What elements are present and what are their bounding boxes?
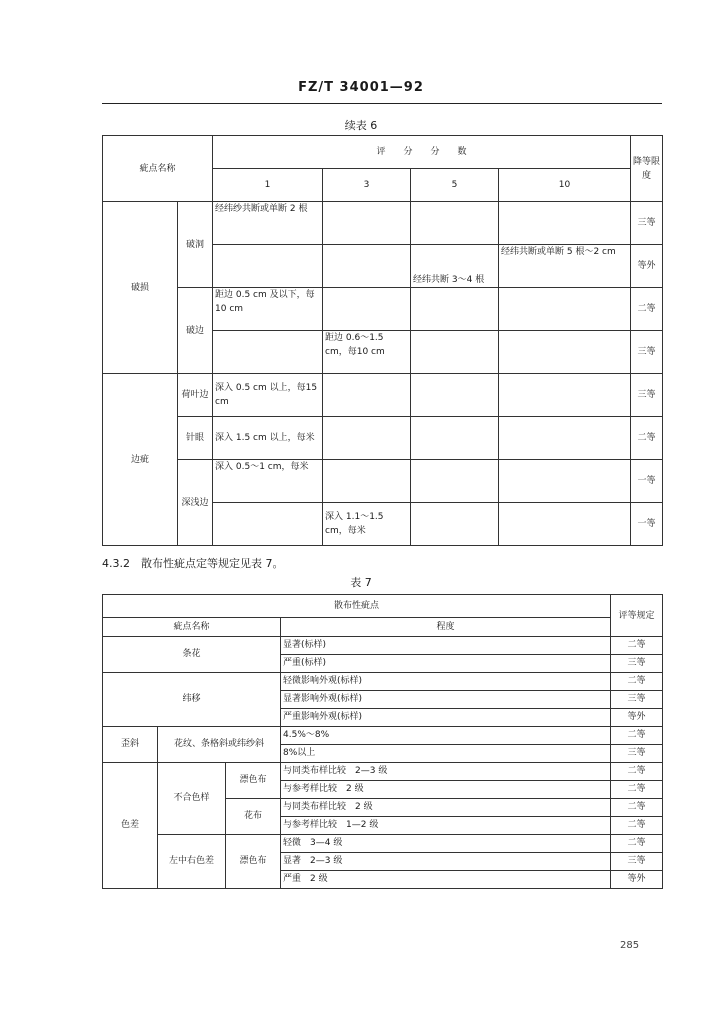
print-r1-grade: 二等 (611, 799, 663, 817)
skew-r1-grade: 二等 (611, 727, 663, 745)
deep-r2-limit: 一等 (631, 503, 663, 546)
table6-caption: 续表 6 (344, 119, 378, 132)
weft-r3-grade: 等外 (611, 709, 663, 727)
row-weft: 纬移 (103, 673, 281, 727)
weft-r3: 严重影响外观(标样) (281, 709, 611, 727)
header-scatter: 散布性疵点 (103, 595, 611, 618)
edge-r1-c1: 距边 0.5 cm 及以下，每10 cm (213, 288, 323, 331)
deep-r1-c1: 深入 0.5～1 cm，每米 (213, 460, 323, 503)
plain-r2-grade: 二等 (611, 781, 663, 799)
edge-r2-c3: 距边 0.6～1.5 cm，每10 cm (323, 331, 411, 374)
stripe-r1: 显著(标样) (281, 637, 611, 655)
score-col-3: 3 (323, 169, 411, 202)
table-6 (102, 135, 663, 546)
sub-pinhole: 针眼 (178, 417, 213, 460)
page-header: FZ/T 34001—92 (298, 80, 424, 95)
sub-hole: 破洞 (178, 202, 213, 288)
weft-r2-grade: 三等 (611, 691, 663, 709)
score-col-10: 10 (499, 169, 631, 202)
skew-r1: 4.5%～8% (281, 727, 611, 745)
section-4-3-2: 4.3.2 散布性疵点定等规定见表 7。 (102, 557, 284, 570)
header-rule (102, 103, 662, 104)
header-name: 疵点名称 (103, 618, 281, 637)
hole-r1-limit: 三等 (631, 202, 663, 245)
lotus-c1: 深入 0.5 cm 以上，每15 cm (213, 374, 323, 417)
print-r2: 与参考样比较 1—2 级 (281, 817, 611, 835)
weft-r1: 轻微影响外观(标样) (281, 673, 611, 691)
lmr-r2-grade: 三等 (611, 853, 663, 871)
lotus-limit: 三等 (631, 374, 663, 417)
lmr-r3-grade: 等外 (611, 871, 663, 889)
plain-r1-grade: 二等 (611, 763, 663, 781)
lmr-r1: 轻微 3—4 级 (281, 835, 611, 853)
score-col-5: 5 (411, 169, 499, 202)
skew-r2: 8%以上 (281, 745, 611, 763)
edge-r1-limit: 二等 (631, 288, 663, 331)
edge-r2-limit: 三等 (631, 331, 663, 374)
hole-r2-c10: 经纬共断或单断 5 根～2 cm (499, 245, 631, 288)
group-damage: 破损 (103, 202, 178, 374)
row-skew: 歪斜 (103, 727, 158, 763)
print-r2-grade: 二等 (611, 817, 663, 835)
header-grade: 评等规定 (611, 595, 663, 637)
header-degree: 程度 (281, 618, 611, 637)
header-defect-name: 疵点名称 (103, 136, 213, 202)
lmr-r3: 严重 2 级 (281, 871, 611, 889)
stripe-r1-grade: 二等 (611, 637, 663, 655)
table-7 (102, 594, 663, 889)
score-col-1: 1 (213, 169, 323, 202)
skew-sub: 花纹、条格斜或纬纱斜 (158, 727, 281, 763)
deep-r1-limit: 一等 (631, 460, 663, 503)
stripe-r2-grade: 三等 (611, 655, 663, 673)
pinhole-limit: 二等 (631, 417, 663, 460)
sub-deep-edge: 深浅边 (178, 460, 213, 546)
deep-r2-c3: 深入 1.1～1.5 cm，每米 (323, 503, 411, 546)
row-color: 色差 (103, 763, 158, 889)
lmr-plain: 漂色布 (226, 835, 281, 889)
plain-r1: 与同类布样比较 2—3 级 (281, 763, 611, 781)
hole-r2-limit: 等外 (631, 245, 663, 288)
color-lmr: 左中右色差 (158, 835, 226, 889)
page-number: 285 (620, 940, 640, 951)
sub-lotus-edge: 荷叶边 (178, 374, 213, 417)
weft-r1-grade: 二等 (611, 673, 663, 691)
row-stripe: 条花 (103, 637, 281, 673)
lmr-r2: 显著 2—3 级 (281, 853, 611, 871)
header-score: 评 分 分 数 (213, 136, 631, 169)
pinhole-c1: 深入 1.5 cm 以上，每米 (213, 417, 323, 460)
hole-r2-c5: 经纬共断 3～4 根 (411, 245, 499, 288)
table7-caption: 表 7 (350, 576, 372, 589)
print-r1: 与同类布样比较 2 级 (281, 799, 611, 817)
group-border: 边疵 (103, 374, 178, 546)
header-downgrade: 降等限度 (631, 136, 663, 202)
stripe-r2: 严重(标样) (281, 655, 611, 673)
lmr-r1-grade: 二等 (611, 835, 663, 853)
plain-r2: 与参考样比较 2 级 (281, 781, 611, 799)
color-nonmatch: 不合色样 (158, 763, 226, 835)
skew-r2-grade: 三等 (611, 745, 663, 763)
hole-r1-c1: 经纬纱共断或单断 2 根 (213, 202, 323, 245)
color-print: 花布 (226, 799, 281, 835)
weft-r2: 显著影响外观(标样) (281, 691, 611, 709)
sub-edge: 破边 (178, 288, 213, 374)
color-plain: 漂色布 (226, 763, 281, 799)
